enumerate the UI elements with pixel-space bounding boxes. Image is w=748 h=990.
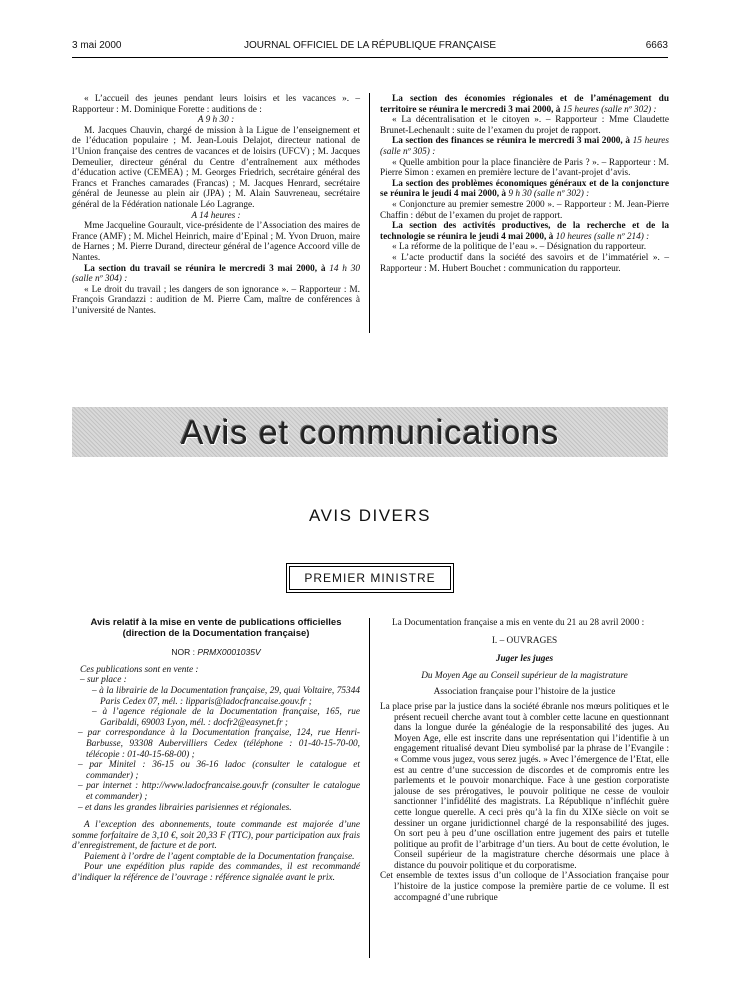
nor-code: PRMX0001035V [197,647,261,658]
section-banner [72,407,668,457]
column-divider [369,618,370,958]
time-heading: A 9 h 30 : [197,115,235,126]
paragraph: « La décentralisation et le citoyen ». – Rapporteur : Mme Claudette Brunet-Lechenault : suite de l’examen du projet de rapport. [380,115,669,136]
paragraph: La place prise par la justice dans la société ébranle nos mœurs politiques et le présent recueil cherche avant tout à combler cette lacune en questionnant dans la longue durée la généalogie de la responsabilité des juges. Au Moyen Age, elle est inscrite dans une représentation qui l’identifie à un engagement ritualisé devant Dieu symbolisé par la phrase de l’Evangile : « Comme vous jugez, vous serez jugés. » Avec l’émergence de l’Etat, elle est au centre d’une succession de discordes et de compromis entre les parlements et le pouvoir monarchique. Face à une gestion corporatiste jalouse de ses prérogatives, le pouvoir politique ne cesse de vouloir sanctionner l’infidélité des magistrats. La République n’infléchit guère cette longue querelle. A ceci près qu’à la fin du XIXe siècle on voit se dessiner un organe juridictionnel chargé de la responsabilité des juges. On sort peu à peu d’une oscillation entre jugement des pairs et tutelle politique au profit de l’arbitrage d’un tiers. Au bout de cette évolution, le Conseil supérieur de la magistrature cherche désormais une place à distance du pouvoir politique et du corporatisme. [380,701,669,871]
bottom-right-column [380,618,669,903]
nor-reference [72,647,360,658]
paragraph: La Documentation française a mis en vente du 21 au 28 avril 2000 : [392,618,645,628]
section-notice-time: 15 heures (salle nº 302) : [562,104,657,115]
notice-subtitle: (direction de la Documentation française) [122,627,310,639]
running-header [72,40,668,54]
header-page-number: 6663 [645,40,668,51]
book-subtitle: Du Moyen Age au Conseil supérieur de la magistrature [421,670,628,681]
section-notice-bold: La section des problèmes économiques généraux et de la conjoncture se réunira le jeudi 4 mai 2000, à [380,178,669,200]
section-notice [72,264,360,285]
list-item: – sur place : [80,675,127,686]
section-notice [380,179,669,200]
list-item: – à l’agence régionale de la Documentation française, 165, rue Garibaldi, 69003 Lyon, mél. : docfr2@easynet.fr ; [92,707,360,728]
list-item: – par correspondance à la Documentation française, 124, rue Henri-Barbusse, 93308 Aubervilliers Cedex (téléphone : 01-40-15-70-00, télécopie : 01-40-15-68-00) ; [78,728,360,760]
header-journal-title: JOURNAL OFFICIEL DE LA RÉPUBLIQUE FRANÇAISE [243,40,497,51]
ministry-box: PREMIER MINISTRE [289,566,451,590]
paragraph: Ces publications sont en vente : [80,664,199,675]
banner-title: Avis et communications [180,414,560,452]
subsection-heading: I. – OUVRAGES [491,635,558,646]
top-right-column [380,94,669,274]
section-notice-time: 9 h 30 (salle nº 302) : [508,189,590,200]
nor-label: NOR : [171,647,195,658]
header-rule [72,57,668,58]
paragraph: Pour une expédition plus rapide des commandes, il est recommandé d’indiquer la référence de l’ouvrage : référence signalée avant le prix. [72,862,360,884]
paragraph: Cet ensemble de textes issus d’un colloque de l’Association française pour l’histoire de la justice compose la première partie de ce volume. Il est accompagné d’une rubrique [380,871,669,903]
paragraph: M. Jacques Chauvin, chargé de mission à la Ligue de l’enseignement et de l’éducation populaire ; M. Jean-Louis Delajot, directeur national de l’Union française des centres de vacances et de loisirs (UFCV) ; M. Jacques Demeulier, directeur général du Centre d’entraînement aux méthodes d’éducation active (CEMEA) ; M. Georges Friedrich, secrétaire général des Francs et Franches camarades (Francas) ; M. Jacques Henrard, secrétaire général de Jeunesse au plein air (JPA) ; M. Alain Sauvreneau, secrétaire général de la Fédération nationale Léo Lagrange. [72,125,360,210]
section-heading: AVIS DIVERS [309,506,431,525]
time-heading: A 14 heures : [191,210,241,221]
section-notice-time: 14 h 30 (salle nº 304) : [72,263,361,285]
list-item: – par Minitel : 36-15 ou 36-16 ladoc (consulter le catalogue et commander) ; [78,760,360,781]
paragraph: A l’exception des abonnements, toute commande est majorée d’une somme forfaitaire de 3,10 €, soit 20,33 F (TTC), pour participation aux frais d’enregistrement, de facture et de port. [72,820,360,852]
column-divider [369,93,370,333]
paragraph: « L’acte productif dans la société des savoirs et de l’immatériel ». – Rapporteur : M. Hubert Bouchet : communication du rapporteur. [380,252,669,274]
notice-title: Avis relatif à la mise en vente de publications officielles [90,617,342,628]
book-title: Juger les juges [495,654,554,665]
paragraph: « Le droit du travail ; les dangers de son ignorance ». – Rapporteur : M. François Grandazzi : audition de M. Pierre Cam, maître de conférences à l’université de Nantes. [72,284,360,316]
section-notice-time: 15 heures (salle nº 305) : [380,136,670,157]
section-notice-bold: La section des activités productives, de la recherche et de la technologie se réunira le jeudi 4 mai 2000, à [380,221,669,242]
list-item: – par internet : http://www.ladocfrancaise.gouv.fr (consulter le catalogue et commander) ; [78,781,360,802]
section-notice-bold: La section du travail se réunira le mercredi 3 mai 2000, à [84,263,326,274]
section-notice [380,136,669,157]
list-item: – à la librairie de la Documentation française, 29, quai Voltaire, 75344 Paris Cedex 07, mél. : lipparis@ladocfrancaise.gouv.fr ; [92,685,360,707]
bottom-left-column [72,618,360,884]
paragraph: Mme Jacqueline Gourault, vice-présidente de l’Association des maires de France (AMF) ; M. Michel Heinrich, maire d’Epinal ; M. Yvon Druon, maire de Harnes ; M. Pierre Durand, directeur général de l’agence Accoord ville de Nantes. [72,221,360,263]
section-notice-time: 10 heures (salle nº 214) : [555,231,650,242]
paragraph: Paiement à l’ordre de l’agent comptable de la Documentation française. [84,851,355,862]
list-item: – et dans les grandes librairies parisiennes et régionales. [78,802,292,813]
section-notice-bold: La section des finances se réunira le mercredi 3 mai 2000, à [392,136,630,147]
top-left-column [72,94,360,316]
header-date: 3 mai 2000 [72,40,122,51]
section-notice [380,94,669,115]
book-author: Association française pour l’histoire de la justice [433,687,616,698]
paragraph: « L’accueil des jeunes pendant leurs loisirs et les vacances ». – Rapporteur : M. Dominique Forette : auditions de : [72,94,360,115]
section-notice-bold: La section des économies régionales et de l’aménagement du territoire se réunira le mercredi 3 mai 2000, à [380,94,669,115]
paragraph: « La réforme de la politique de l’eau ». – Désignation du rapporteur. [392,242,647,253]
paragraph: « Quelle ambition pour la place financière de Paris ? ». – Rapporteur : M. Pierre Simon : examen en première lecture de l’avant-projet d’avis. [380,157,669,179]
section-notice [380,221,669,242]
paragraph: « Conjoncture au premier semestre 2000 ». – Rapporteur : M. Jean-Pierre Chaffin : début de l’examen du projet de rapport. [380,199,669,221]
